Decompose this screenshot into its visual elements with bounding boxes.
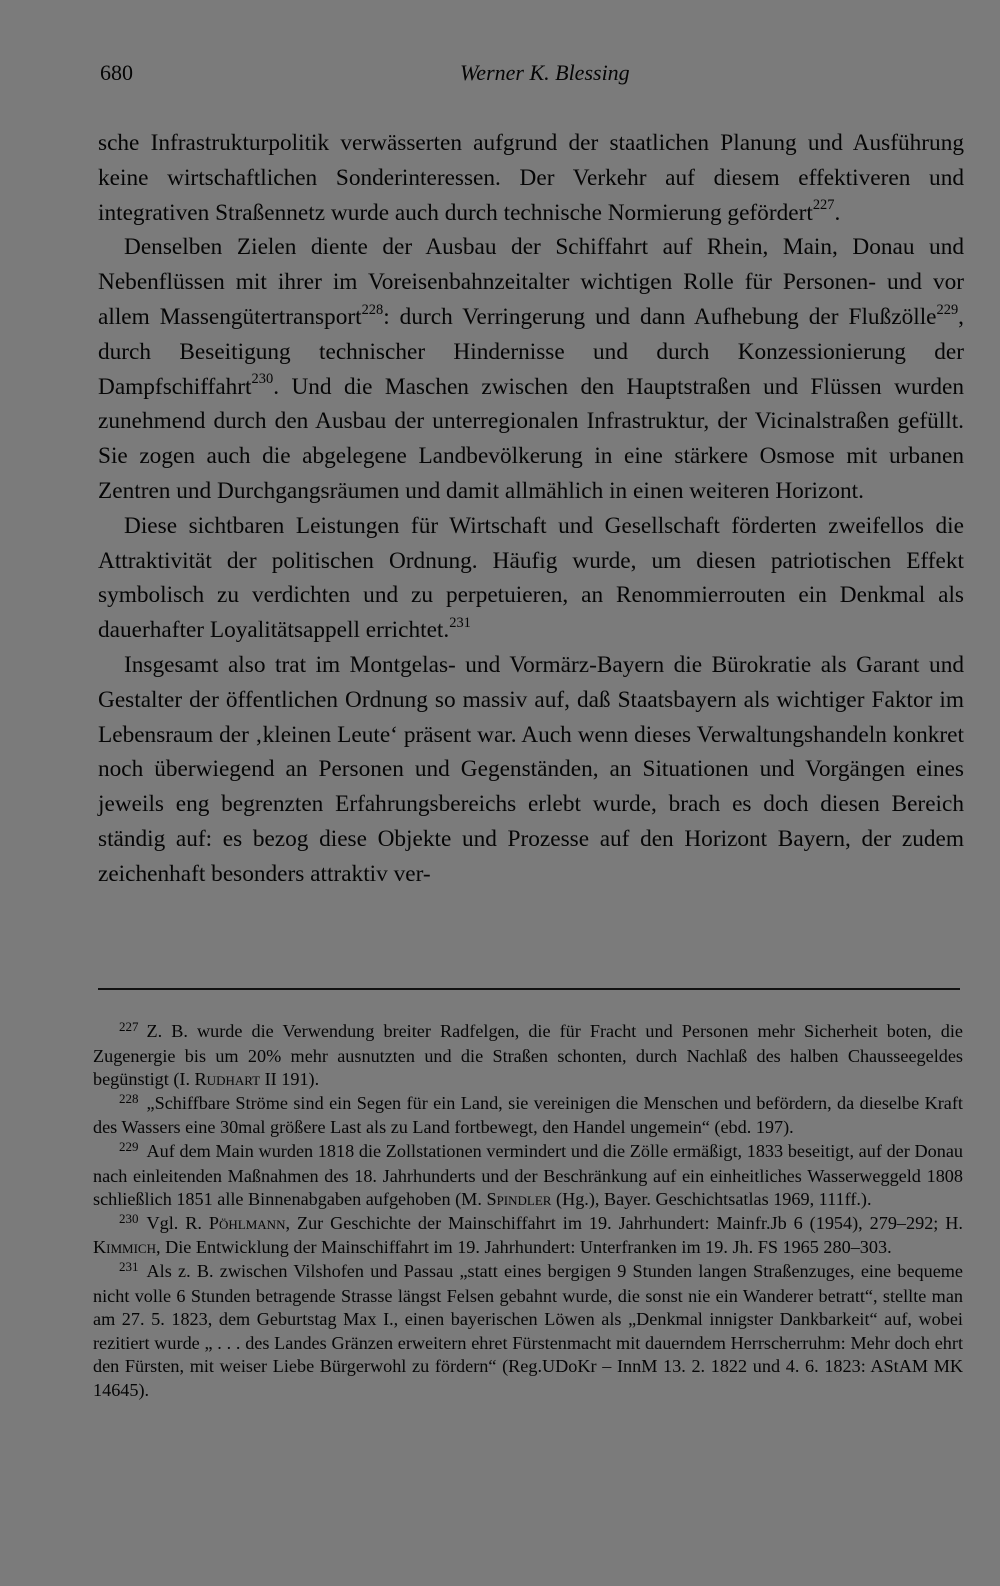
paragraph-4-text: Insgesamt also trat im Montgelas- und Vormärz-Bayern die Bürokratie als Garant und Gestalter der öffentlichen Ordnung so massiv auf, daß Staatsbayern als wichtiger Faktor im Lebensraum der ‚kleinen Leute‘ präsent war. Auch wenn dieses Verwaltungshandeln konkret noch überwiegend an Personen und Gegenständen, an Situationen und Vorgängen eines jeweils eng begrenzten Erfahrungsbereichs erlebt wurde, brach es doch diesen Bereich ständig auf: es bezog diese Objekte und Prozesse auf den Horizont Bayern, der zudem zeichenhaft besonders attraktiv ver-	[98, 651, 964, 887]
author-name: Kimmich	[93, 1237, 156, 1258]
paragraph-1-text: sche Infrastrukturpolitik verwässerten aufgrund der staatlichen Planung und Ausführung keine wirtschaftlichen Sonderinteressen. Der Verkehr auf diesem effektiveren und integrativen Straßennetz wurde auch durch technische Normierung gefördert	[98, 130, 964, 226]
footnote-227	[93, 1020, 963, 1092]
paragraph-3-text: Diese sichtbaren Leistungen für Wirtschaft und Gesellschaft förderten zweifellos die Attraktivität der politischen Ordnung. Häufig wurde, um diesen patriotischen Effekt symbolisch zu verdichten und zu perpetuieren, an Renommierrouten ein Denkmal als dauerhafter Loyalitätsappell errichtet.	[98, 512, 964, 644]
footnote-text: Als z. B. zwischen Vilshofen und Passau „statt eines bergigen 9 Stunden langen Straßenzuges, eine bequeme nicht volle 6 Stunden betragende Strasse längst Felsen gebahnt wurde, die sonst nie ein Wanderer betratt“, stellte man am 27. 5. 1823, dem Geburtstag Max I., einen bayerischen Löwen als „Denkmal innigster Dankbarkeit“ auf, wobei rezitiert wurde „ . . . des Landes Gränzen erweitern ehret Fürstenmacht mit dauerndem Herrscherruhm: Mehr doch ehrt den Fürsten, mit weiser Liebe Bürgerwohl zu fördern“ (Reg.UDoKr – InnM 13. 2. 1822 und 4. 6. 1823: AStAM MK 14645).	[93, 1260, 963, 1400]
footnote-ref-230[interactable]: 230	[251, 371, 274, 388]
author-name: Spindler	[486, 1189, 552, 1210]
footnote-231	[93, 1260, 963, 1403]
author-name: Rudhart	[194, 1069, 261, 1090]
footnote-text: Vgl. R.	[146, 1212, 209, 1233]
paragraph-4	[98, 648, 964, 892]
paragraph-2-text-c: , durch Beseitigung technischer Hindernisse und durch Konzessionierung der Dampfschiffahrt	[98, 303, 964, 400]
paragraph-2-text-d: . Und die Maschen zwischen den Hauptstraßen und Flüssen wurden zunehmend durch den Ausbau der unterregionalen Infrastruktur, der Vicinalstraßen gefüllt. Sie zogen auch die abgelegene Landbevölkerung in eine stärkere Osmose mit urbanen Zentren und Durchgangsräumen und damit allmählich in einen weiteren Horizont.	[98, 373, 964, 504]
paragraph-2-text-a: Denselben Zielen diente der Ausbau der Schiffahrt auf Rhein, Main, Donau und Nebenflüssen mit ihrer im Voreisenbahnzeitalter wichtigen Rolle für Personen- und vor allem Massengütertransport	[98, 234, 964, 330]
footnote-text: „Schiffbare Ströme sind ein Segen für ein Land, sie vereinigen die Menschen und befördern, da dieselbe Kraft des Wassers eine 30mal größere Last als zu Land fortbewegt, den Handel ungemein“ (ebd. 197).	[93, 1092, 963, 1138]
footnote-text: , Die Entwicklung der Mainschiffahrt im 19. Jahrhundert: Unterfranken im 19. Jh. FS 1965 280–303.	[155, 1237, 892, 1258]
footnote-text: Auf dem Main wurden 1818 die Zollstationen vermindert und die Zölle ermäßigt, 1833 beseitigt, auf der Donau nach einleitenden Maßnahmen des 18. Jahrhunderts und der Beschränkung auf ein einheitliches Wasserweggeld 1808 schließlich 1851 alle Binnenabgaben aufgehoben (M.	[93, 1140, 963, 1210]
main-text	[98, 126, 964, 892]
footnote-number: 230	[119, 1210, 139, 1226]
footnote-text: Z. B. wurde die Verwendung breiter Radfelgen, die für Fracht und Personen mehr Sicherheit boten, die Zugenergie bis um 20% mehr ausnutzten und die Straßen schonten, durch Nachlaß des halben Chausseegeldes begünstigt (I.	[93, 1021, 963, 1090]
page-header	[100, 60, 964, 90]
footnote-separator	[98, 988, 960, 990]
footnote-text: II 191).	[260, 1069, 320, 1090]
paragraph-1-end: .	[834, 199, 841, 226]
paragraph-3	[98, 509, 964, 648]
footnote-number: 228	[119, 1090, 139, 1106]
footnote-ref-227[interactable]: 227	[812, 197, 835, 214]
running-head: Werner K. Blessing	[460, 60, 630, 85]
paragraph-2	[98, 230, 964, 508]
paragraph-2-text-b: : durch Verringerung und dann Aufhebung der Flußzölle	[383, 303, 937, 330]
footnote-number: 231	[119, 1258, 139, 1274]
footnote-228	[93, 1092, 963, 1140]
footnotes	[93, 1020, 963, 1403]
footnote-230	[93, 1212, 963, 1260]
page-number: 680	[100, 60, 133, 85]
footnote-text: , Zur Geschichte der Mainschiffahrt im 19. Jahrhundert: Mainfr.Jb 6 (1954), 279–292; H.	[285, 1212, 963, 1233]
footnote-ref-229[interactable]: 229	[936, 301, 959, 318]
footnote-text: (Hg.), Bayer. Geschichtsatlas 1969, 111ff.).	[551, 1189, 872, 1210]
footnote-229	[93, 1140, 963, 1212]
footnote-number: 227	[119, 1019, 139, 1034]
footnote-number: 229	[119, 1138, 139, 1154]
footnote-ref-231[interactable]: 231	[449, 614, 471, 631]
author-name: Pöhlmann	[208, 1212, 286, 1233]
paragraph-1	[98, 126, 964, 230]
footnote-ref-228[interactable]: 228	[361, 301, 384, 318]
